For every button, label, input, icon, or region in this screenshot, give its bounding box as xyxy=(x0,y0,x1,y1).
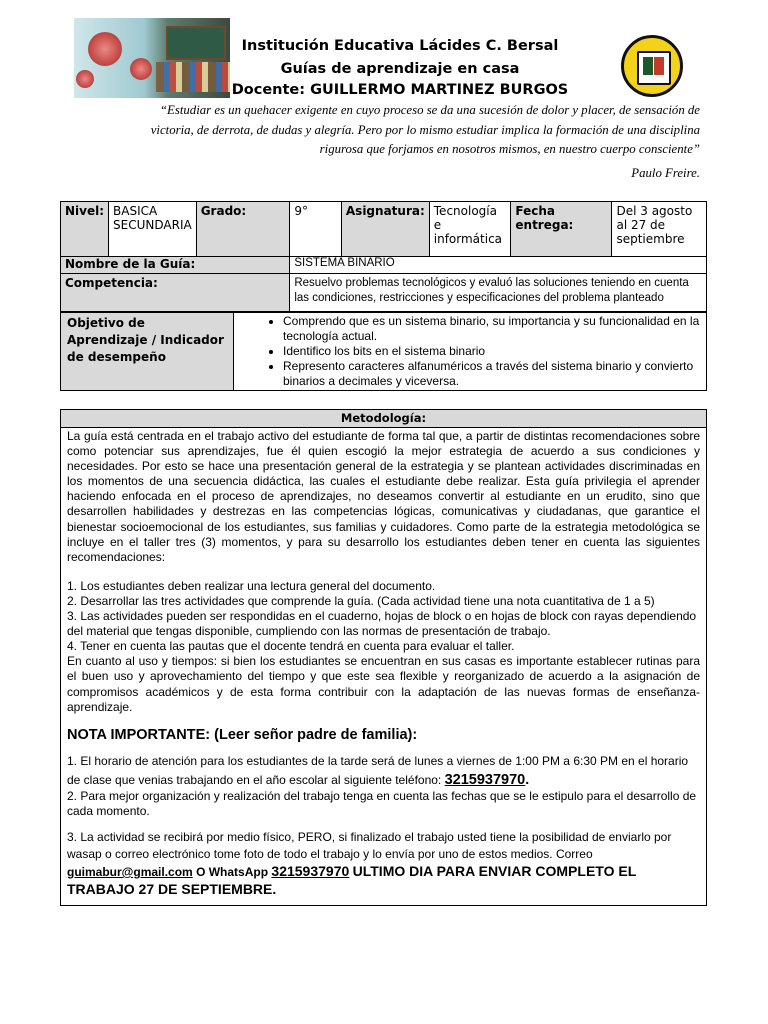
grado-value: 9° xyxy=(290,202,342,257)
nota-importante-title: NOTA IMPORTANTE: (Leer señor padre de familia): xyxy=(67,726,418,743)
quote xyxy=(104,101,700,160)
recommendation-item: 1. Los estudiantes deben realizar una lectura general del documento. xyxy=(67,578,436,593)
quote-line: “Estudiar es un quehacer exigente en cuyo proceso se da una sucesión de dolor y placer, de sensación de xyxy=(159,103,700,117)
objetivos-list xyxy=(234,313,707,391)
nota-item-1: 1. El horario de atención para los estudiantes de la tarde será de lunes a viernes de 1:00 PM a 6:30 PM en el horario de clase que venias trabajando en el año escolar al siguiente teléfono: 3215937970. xyxy=(67,753,689,788)
recommendation-item: 2. Desarrollar las tres actividades que comprende la guía. (Cada actividad tiene una nota cuantitativa de 1 a 5) xyxy=(67,593,655,608)
whatsapp-number[interactable]: 3215937970 xyxy=(271,862,350,879)
recommendation-item: 4. Tener en cuenta las pautas que el docente tendrá en cuenta para evaluar el taller. xyxy=(67,639,515,654)
objective-table xyxy=(60,312,707,391)
asignatura-value: Tecnología e informática xyxy=(429,202,511,257)
nota-item-2: 2. Para mejor organización y realización del trabajo tenga en cuenta las fechas que se le estipulo para el desarrollo de cada momento. xyxy=(67,788,697,818)
phone-number[interactable]: 3215937970 xyxy=(444,771,526,788)
quote-line: rigurosa que forjamos en nosotros mismos, en nuestro cuerpo consciente” xyxy=(319,142,700,156)
nombre-guia-label: Nombre de la Guía: xyxy=(61,257,290,274)
competencia-label: Competencia: xyxy=(61,274,290,312)
deadline-text: ULTIMO DIA PARA ENVIAR COMPLETO EL TRABAJO 27 DE SEPTIEMBRE. xyxy=(67,862,637,897)
nombre-guia-value: SISTEMA BINARIO xyxy=(290,257,707,274)
guide-info-table xyxy=(60,201,707,312)
nota-3-text: 3. La actividad se recibirá por medio físico, PERO, si finalizado el trabajo usted tiene la posibilidad de enviarlo por wasap o correo electrónico tome foto de todo el trabajo y lo envía por uno de estos medios. Correo xyxy=(67,829,672,861)
objetivo-item: • Identifico los bits en el sistema binario xyxy=(283,344,702,359)
asignatura-label: Asignatura: xyxy=(341,202,429,257)
quote-author: Paulo Freire. xyxy=(631,166,700,180)
nivel-value: BASICA SECUNDARIA xyxy=(109,202,197,257)
institution-name: Institución Educativa Lácides C. Bersal xyxy=(241,38,559,54)
metodologia-intro: La guía está centrada en el trabajo activo del estudiante de forma tal que, a partir de distintas recomendaciones sobre como potenciar sus aprendizajes, fue él quien escogió la mejor estrategia de acuerdo a sus condiciones y necesidades. Por esto se hace una presentación general de la estrategia y se plantean actividades discriminadas en los momentos de una secuencia didáctica, las cuales el estudiante debe realizar. Esta guía privilegia el aprender haciendo enfocada en el proceso de aprendizajes, no deseamos convertir al estudiante en un erudito, sino que desarrollen habilidades y destrezas en las competencias lógicas, comunicativas y ciudadanas, que garantice el bienestar socioemocional de los estudiantes, sus familias y cuidadores. Como parte de la estrategia metodológica se incluye en el taller tres (3) momentos, y para su desarrollo los estudiantes deben tener en cuenta las siguientes recomendaciones: xyxy=(67,429,700,564)
nivel-label: Nivel: xyxy=(61,202,109,257)
school-seal-logo xyxy=(621,35,683,97)
objetivo-label: Objetivo de Aprendizaje / Indicador de desempeño xyxy=(61,313,234,391)
whatsapp-label: O WhatsApp xyxy=(196,864,269,879)
objetivo-item: • Represento caracteres alfanuméricos a través del sistema binario y convierto binarios a decimales y viceversa. xyxy=(283,359,702,389)
competencia-value: Resuelvo problemas tecnológicos y evaluó las soluciones teniendo en cuenta las condiciones, restricciones y especificaciones del problema planteado xyxy=(290,274,707,312)
recommendation-item: 3. Las actividades pueden ser respondidas en el cuaderno, hojas de block o en hojas de block con rayas dependiendo del material que tengas disponible, cumpliendo con las normas de presentación de trabajo. xyxy=(67,609,697,639)
email-link[interactable]: guimabur@gmail.com xyxy=(67,864,193,879)
guide-subtitle: Guías de aprendizaje en casa xyxy=(280,61,520,77)
uso-tiempos-text: En cuanto al uso y tiempos: si bien los estudiantes se encuentran en sus casas es importante establecer rutinas para el buen uso y aprovechamiento del tiempo y que este sea flexible y reorganizado de acuerdo a la asignación de compromisos académicos y de esta forma contribuir con la adaptación de las nuevas formas de enseñanza-aprendizaje. xyxy=(67,654,700,714)
metodologia-box xyxy=(60,409,707,906)
nota-item-3 xyxy=(67,829,700,899)
teacher-name: Docente: GUILLERMO MARTINEZ BURGOS xyxy=(231,82,569,98)
quote-line: victoria, de derrota, de dudas y alegría. Pero por lo mismo estudiar implica la formación de una disciplina xyxy=(150,122,700,137)
grado-label: Grado: xyxy=(196,202,290,257)
fecha-entrega-label: Fecha entrega: xyxy=(511,202,612,257)
objetivo-item: • Comprendo que es un sistema binario, su importancia y su funcionalidad en la tecnología actual. xyxy=(283,314,702,344)
metodologia-title: Metodología: xyxy=(61,410,706,428)
nota-1-text: 1. El horario de atención para los estudiantes de la tarde será de lunes a viernes de 1:00 PM a 6:30 PM en el horario de clase que venias trabajando en el año escolar al siguiente teléfono: xyxy=(67,753,689,787)
fecha-entrega-value: Del 3 agosto al 27 de septiembre xyxy=(612,202,707,257)
